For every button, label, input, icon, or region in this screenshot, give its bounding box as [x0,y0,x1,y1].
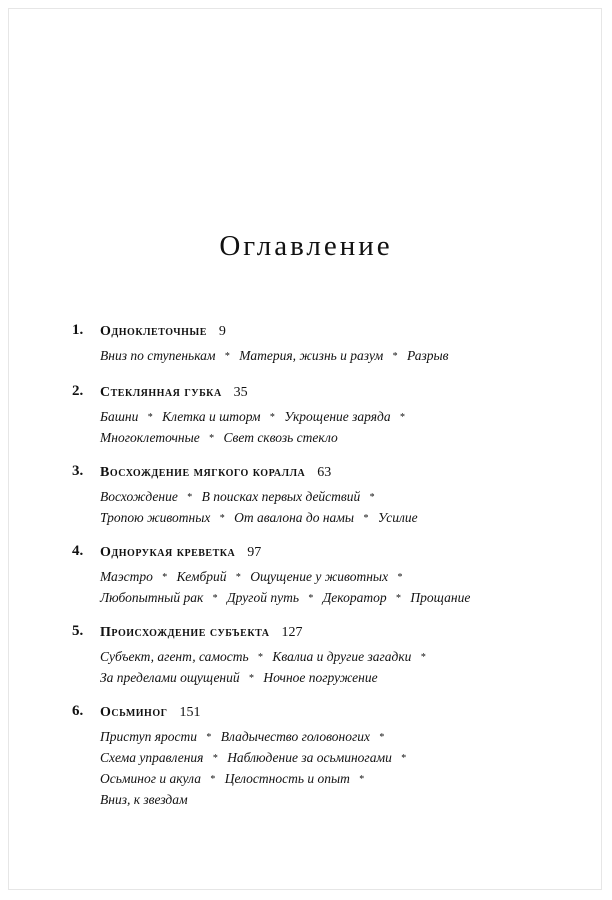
toc-chapter [0,383,612,445]
toc-chapter [0,703,612,807]
section-list [100,487,440,529]
chapter-title-line [100,383,248,401]
chapter-title-line [100,322,226,340]
section-title: Маэстро [100,569,153,584]
chapter-page-number: 9 [218,324,226,339]
section-separator: * [219,513,225,524]
chapter-title-line [100,703,200,721]
chapter-page-number: 63 [317,465,332,480]
section-separator: * [212,593,218,604]
section-list [100,567,490,609]
chapter-title: Восхождение мягкого коралла [100,465,306,480]
chapter-title: Однорукая креветка [100,545,236,560]
chapter-heading [0,383,612,405]
section-title: От авалона до намы [234,510,355,525]
section-title: Вниз по ступенькам [100,348,216,363]
section-title: Кембрий [176,569,227,584]
section-title: Тропою животных [100,510,211,525]
chapter-heading [0,703,612,725]
section-separator: * [210,774,216,785]
chapter-title-line [100,543,261,561]
section-title: Любопытный рак [100,590,204,605]
section-title: Декоратор [322,590,387,605]
section-title: Усилие [377,510,418,525]
section-list [100,647,440,689]
section-title: Ощущение у животных [250,569,389,584]
section-title: Многоклеточные [100,430,200,445]
section-title: За пределами ощущений [100,670,240,685]
section-title: Квалиа и другие загадки [272,649,412,664]
chapter-heading [0,543,612,565]
section-title: Разрыв [406,348,449,363]
chapter-heading [0,463,612,485]
section-separator: * [369,492,375,503]
chapter-title: Осьминог [100,705,168,720]
section-title: Наблюдение за осьминогами [227,750,392,765]
section-title: Прощание [410,590,471,605]
section-title: Вниз, к звездам [100,792,188,807]
section-separator: * [147,412,153,423]
chapter-number: 5. [72,623,84,639]
section-separator: * [401,753,407,764]
chapter-number: 4. [72,543,84,559]
chapter-title: Стеклянная губка [100,385,222,400]
section-separator: * [162,572,168,583]
chapter-heading [0,322,612,344]
section-title: Башни [100,409,139,424]
section-list [100,346,510,367]
section-title: Свет сквозь стекло [223,430,338,445]
chapter-number: 2. [72,383,84,399]
section-separator: * [379,732,385,743]
chapter-number: 3. [72,463,84,479]
section-separator: * [363,513,369,524]
section-separator: * [212,753,218,764]
toc-chapter [0,543,612,605]
chapter-title: Одноклеточные [100,324,207,339]
section-title: Приступ ярости [100,729,198,744]
section-separator: * [308,593,314,604]
page-title: Оглавление [219,230,393,262]
section-title: Осьминог и акула [100,771,201,786]
chapter-page-number: 97 [247,545,262,560]
toc-chapter [0,463,612,525]
chapter-page-number: 127 [281,625,303,640]
toc-chapter [0,322,612,363]
section-separator: * [249,673,255,684]
section-separator: * [420,652,426,663]
section-title: Другой путь [227,590,299,605]
section-title: Материя, жизнь и разум [239,348,384,363]
section-separator: * [224,351,230,362]
section-title: Схема управления [100,750,204,765]
section-title: Клетка и шторм [162,409,261,424]
section-separator: * [187,492,193,503]
chapter-heading [0,623,612,645]
section-separator: * [269,412,275,423]
section-title: Целостность и опыт [224,771,350,786]
section-title: Ночное погружение [263,670,378,685]
chapter-title-line [100,623,303,641]
section-separator: * [206,732,212,743]
section-title: Восхождение [100,489,178,504]
section-title: Укрощение заряда [284,409,391,424]
section-separator: * [257,652,263,663]
section-separator: * [399,412,405,423]
chapter-page-number: 35 [233,385,248,400]
section-list [100,727,450,810]
section-separator: * [397,572,403,583]
chapter-title: Происхождение субъекта [100,625,270,640]
section-title: В поисках первых действий [201,489,361,504]
section-separator: * [235,572,241,583]
chapter-number: 1. [72,322,84,338]
chapter-number: 6. [72,703,84,719]
section-separator: * [395,593,401,604]
section-separator: * [359,774,365,785]
section-title: Субъект, агент, самость [100,649,249,664]
section-separator: * [392,351,398,362]
section-title: Владычество головоногих [220,729,370,744]
toc-chapter [0,623,612,685]
chapter-page-number: 151 [179,705,201,720]
chapter-title-line [100,463,331,481]
section-list [100,407,440,449]
section-separator: * [209,433,215,444]
